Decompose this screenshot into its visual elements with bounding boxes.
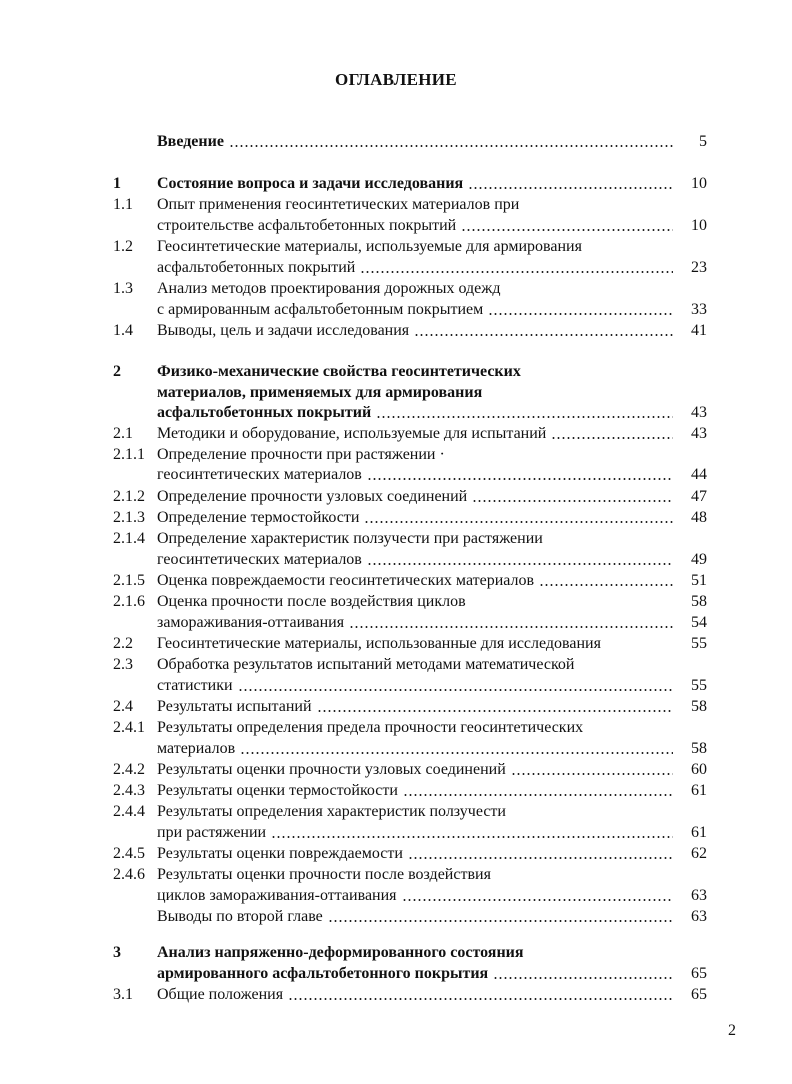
dot-leader bbox=[367, 563, 673, 565]
toc-entry-label: геосинтетических материалов bbox=[157, 551, 362, 568]
toc-entry-number: 2.2 bbox=[113, 635, 133, 652]
dot-leader bbox=[468, 187, 673, 189]
dot-leader bbox=[367, 478, 673, 480]
dot-leader bbox=[493, 977, 673, 979]
toc-entry-label: асфальтобетонных покрытий bbox=[157, 404, 372, 421]
toc-entry-number: 2 bbox=[113, 363, 121, 380]
toc-entry-text bbox=[157, 907, 677, 927]
toc-entry[interactable] bbox=[113, 465, 707, 485]
toc-entry-label: Определение прочности узловых соединений bbox=[157, 488, 468, 505]
toc-entry[interactable] bbox=[113, 132, 707, 152]
page-number: 2 bbox=[728, 1022, 736, 1039]
dot-leader bbox=[288, 998, 673, 1000]
toc-entry-label: геосинтетических материалов bbox=[157, 466, 362, 483]
toc-entry-text bbox=[157, 403, 677, 423]
toc-entry-text bbox=[157, 424, 677, 444]
toc-entry[interactable] bbox=[113, 823, 707, 843]
dot-leader bbox=[539, 584, 673, 586]
dot-leader bbox=[376, 416, 673, 418]
toc-entry-label: Геосинтетические материалы, используемые для армирования bbox=[157, 238, 582, 255]
toc-entry-text bbox=[157, 383, 677, 403]
toc-entry-text bbox=[157, 886, 677, 906]
toc-entry-number: 2.4.2 bbox=[113, 761, 145, 778]
dot-leader bbox=[402, 899, 673, 901]
toc-entry-text bbox=[157, 571, 677, 591]
toc-entry-number: 2.4.5 bbox=[113, 845, 145, 862]
toc-entry-page: 61 bbox=[691, 824, 707, 841]
toc-entry-number: 1.4 bbox=[113, 322, 133, 339]
toc-entry-label: материалов bbox=[157, 740, 236, 757]
toc-entry-text bbox=[157, 739, 677, 759]
toc-entry-number: 2.1.5 bbox=[113, 572, 145, 589]
toc-entry-label: Определение термостойкости bbox=[157, 509, 360, 526]
dot-leader bbox=[488, 313, 673, 315]
toc-entry-label: Выводы, цель и задачи исследования bbox=[157, 322, 410, 339]
dot-leader bbox=[349, 626, 673, 628]
toc-entry-label: Опыт применения геосинтетических материалов при bbox=[157, 196, 520, 213]
toc-entry-text bbox=[157, 465, 677, 485]
toc-entry-label: Геосинтетические материалы, использованные для исследования bbox=[157, 635, 601, 652]
toc-entry-label: Результаты оценки термостойкости bbox=[157, 782, 398, 799]
dot-leader bbox=[240, 752, 673, 754]
toc-entry-text bbox=[157, 216, 677, 236]
toc-entry-number: 2.1.1 bbox=[113, 446, 145, 463]
toc-entry-label: Состояние вопроса и задачи исследования bbox=[157, 175, 464, 192]
toc-entry-label: Результаты оценки прочности узловых соединений bbox=[157, 761, 506, 778]
toc-entry-label: Оценка прочности после воздействия циклов bbox=[157, 593, 466, 610]
toc-entry[interactable] bbox=[113, 634, 707, 654]
toc-entry-text bbox=[157, 964, 677, 984]
toc-entry-text bbox=[157, 258, 677, 278]
toc-entry-page: 62 bbox=[691, 845, 707, 862]
toc-entry[interactable] bbox=[113, 613, 707, 633]
toc-entry-text bbox=[157, 823, 677, 843]
toc-entry-page: 10 bbox=[691, 217, 707, 234]
toc-entry[interactable] bbox=[113, 964, 707, 984]
toc-entry[interactable] bbox=[113, 195, 707, 215]
toc-entry[interactable] bbox=[113, 985, 707, 1005]
toc-entry-page: 10 bbox=[691, 175, 707, 192]
toc-entry[interactable] bbox=[113, 865, 707, 885]
dot-leader bbox=[403, 794, 673, 796]
dot-leader bbox=[408, 857, 673, 859]
toc-entry-page: 51 bbox=[691, 572, 707, 589]
toc-entry-label: с армированным асфальтобетонным покрытием bbox=[157, 301, 484, 318]
toc-entry-text bbox=[157, 802, 677, 822]
toc-entry-number: 1 bbox=[113, 175, 121, 192]
toc-entry-number: 2.4.1 bbox=[113, 719, 145, 736]
toc-entry-text bbox=[157, 760, 677, 780]
toc-entry[interactable] bbox=[113, 487, 707, 507]
toc-title: ОГЛАВЛЕНИЕ bbox=[335, 70, 457, 89]
toc-entry-label: статистики bbox=[157, 677, 233, 694]
toc-entry-page: 43 bbox=[691, 425, 707, 442]
toc-entry-page: 54 bbox=[691, 614, 707, 631]
toc-entry[interactable] bbox=[113, 445, 707, 465]
toc-entry[interactable] bbox=[113, 550, 707, 570]
toc-entry[interactable] bbox=[113, 174, 707, 194]
toc-entry-number: 2.4.6 bbox=[113, 866, 145, 883]
toc-entry[interactable] bbox=[113, 844, 707, 864]
toc-entry-page: 55 bbox=[691, 635, 707, 652]
toc-entry-text bbox=[157, 132, 677, 152]
toc-entry-page: 58 bbox=[691, 740, 707, 757]
dot-leader bbox=[414, 334, 673, 336]
toc-entry[interactable] bbox=[113, 886, 707, 906]
toc-entry[interactable] bbox=[113, 403, 707, 423]
toc-entry[interactable] bbox=[113, 676, 707, 696]
toc-entry-page: 43 bbox=[691, 404, 707, 421]
toc-entry[interactable] bbox=[113, 362, 707, 382]
toc-entry[interactable] bbox=[113, 697, 707, 717]
toc-entry-text bbox=[157, 237, 677, 257]
toc-entry[interactable] bbox=[113, 592, 707, 612]
toc-entry-label: циклов замораживания-оттаивания bbox=[157, 887, 397, 904]
toc-entry-number: 2.1 bbox=[113, 425, 133, 442]
toc-entry-page: 47 bbox=[691, 488, 707, 505]
toc-entry-label: Обработка результатов испытаний методами математической bbox=[157, 656, 575, 673]
toc-entry-text bbox=[157, 362, 677, 382]
toc-entry-text bbox=[157, 445, 677, 465]
toc-entry-label: Результаты определения характеристик ползучести bbox=[157, 803, 506, 820]
toc-entry-page: 48 bbox=[691, 509, 707, 526]
toc-entry-page: 44 bbox=[691, 466, 707, 483]
toc-entry-number: 2.3 bbox=[113, 656, 133, 673]
toc-entry-page: 58 bbox=[691, 593, 707, 610]
toc-entry-text bbox=[157, 592, 677, 612]
toc-entry-page: 61 bbox=[691, 782, 707, 799]
dot-leader bbox=[461, 229, 673, 231]
toc-entry-number: 2.1.3 bbox=[113, 509, 145, 526]
dot-leader bbox=[511, 773, 673, 775]
toc-entry-text bbox=[157, 676, 677, 696]
toc-entry-text bbox=[157, 718, 677, 738]
toc-entry-page: 33 bbox=[691, 301, 707, 318]
toc-entry-page: 65 bbox=[691, 965, 707, 982]
toc-entry-label: Определение прочности при растяжении · bbox=[157, 446, 445, 463]
toc-entry[interactable] bbox=[113, 718, 707, 738]
toc-entry-page: 5 bbox=[699, 133, 707, 150]
toc-entry[interactable] bbox=[113, 655, 707, 675]
toc-entry[interactable] bbox=[113, 739, 707, 759]
toc-entry-text bbox=[157, 550, 677, 570]
toc-entry-text bbox=[157, 195, 677, 215]
toc-entry[interactable] bbox=[113, 907, 707, 927]
toc-entry-label: Физико-механические свойства геосинтетических bbox=[157, 363, 521, 380]
toc-entry-label: Определение характеристик ползучести при растяжении bbox=[157, 530, 543, 547]
toc-entry-label: материалов, применяемых для армирования bbox=[157, 384, 483, 401]
toc-entry-text bbox=[157, 321, 677, 341]
toc-entry-label: замораживания-оттаивания bbox=[157, 614, 345, 631]
toc-entry-label: Результаты испытаний bbox=[157, 698, 312, 715]
toc-entry-label: асфальтобетонных покрытий bbox=[157, 259, 356, 276]
toc-entry-text bbox=[157, 613, 677, 633]
toc-entry[interactable] bbox=[113, 258, 707, 278]
dot-leader bbox=[472, 500, 673, 502]
toc-entry-label: Результаты оценки прочности после воздействия bbox=[157, 866, 491, 883]
dot-leader bbox=[271, 836, 673, 838]
dot-leader bbox=[238, 689, 673, 691]
toc-entry-page: 58 bbox=[691, 698, 707, 715]
toc-entry[interactable] bbox=[113, 279, 707, 299]
toc-entry-number: 2.4.3 bbox=[113, 782, 145, 799]
toc-entry[interactable] bbox=[113, 943, 707, 963]
dot-leader bbox=[317, 710, 673, 712]
toc-entry-text bbox=[157, 487, 677, 507]
toc-entry-number: 2.1.4 bbox=[113, 530, 145, 547]
toc-entry-page: 41 bbox=[691, 322, 707, 339]
toc-entry-number: 1.1 bbox=[113, 196, 133, 213]
toc-entry-text bbox=[157, 174, 677, 194]
toc-entry-label: Анализ напряженно-деформированного состояния bbox=[157, 944, 524, 961]
toc-entry-text bbox=[157, 985, 677, 1005]
toc-entry-page: 63 bbox=[691, 887, 707, 904]
toc-entry-page: 63 bbox=[691, 908, 707, 925]
toc-entry-label: Результаты оценки повреждаемости bbox=[157, 845, 403, 862]
toc-entry-number: 2.1.6 bbox=[113, 593, 145, 610]
toc-entry[interactable] bbox=[113, 529, 707, 549]
toc-entry[interactable] bbox=[113, 216, 707, 236]
toc-entry-page: 49 bbox=[691, 551, 707, 568]
toc-entry-text bbox=[157, 529, 677, 549]
toc-entry-text bbox=[157, 865, 677, 885]
toc-entry-number: 3.1 bbox=[113, 986, 133, 1003]
toc-entry-label: Оценка повреждаемости геосинтетических материалов bbox=[157, 572, 535, 589]
toc-entry[interactable] bbox=[113, 383, 707, 403]
toc-entry-text bbox=[157, 697, 677, 717]
toc-entry[interactable] bbox=[113, 237, 707, 257]
toc-entry-text bbox=[157, 279, 677, 299]
toc-entry-page: 23 bbox=[691, 259, 707, 276]
dot-leader bbox=[364, 521, 673, 523]
toc-entry-number: 1.2 bbox=[113, 238, 133, 255]
toc-entry[interactable] bbox=[113, 571, 707, 591]
toc-entry-page: 60 bbox=[691, 761, 707, 778]
toc-entry-text bbox=[157, 655, 677, 675]
toc-entry-page: 55 bbox=[691, 677, 707, 694]
toc-entry-number: 1.3 bbox=[113, 280, 133, 297]
toc-entry-text bbox=[157, 300, 677, 320]
toc-entry-label: Анализ методов проектирования дорожных одежд bbox=[157, 280, 501, 297]
toc-entry-label: Результаты определения предела прочности геосинтетических bbox=[157, 719, 584, 736]
toc-entry-label: строительстве асфальтобетонных покрытий bbox=[157, 217, 457, 234]
toc-entry[interactable] bbox=[113, 321, 707, 341]
toc-entry-text bbox=[157, 943, 677, 963]
toc-entry-label: Общие положения bbox=[157, 986, 284, 1003]
toc-entry-number: 3 bbox=[113, 944, 121, 961]
toc-entry-number: 2.4 bbox=[113, 698, 133, 715]
toc-entry[interactable] bbox=[113, 802, 707, 822]
dot-leader bbox=[360, 271, 673, 273]
toc-entry-text bbox=[157, 781, 677, 801]
dot-leader bbox=[551, 437, 673, 439]
toc-entry-label: Методики и оборудование, используемые для испытаний bbox=[157, 425, 547, 442]
toc-entry-label: Введение bbox=[157, 133, 224, 150]
toc-entry-text bbox=[157, 634, 677, 654]
dot-leader bbox=[229, 145, 673, 147]
toc-entry[interactable] bbox=[113, 508, 707, 528]
toc-entry-text bbox=[157, 844, 677, 864]
toc-entry-label: при растяжении bbox=[157, 824, 267, 841]
toc-entry-number: 2.1.2 bbox=[113, 488, 145, 505]
toc-entry-page: 65 bbox=[691, 986, 707, 1003]
toc-entry-label: Выводы по второй главе bbox=[157, 908, 323, 925]
toc-entry[interactable] bbox=[113, 760, 707, 780]
toc-entry-number: 2.4.4 bbox=[113, 803, 145, 820]
toc-entry[interactable] bbox=[113, 300, 707, 320]
toc-entry[interactable] bbox=[113, 424, 707, 444]
toc-entry[interactable] bbox=[113, 781, 707, 801]
toc-entry-text bbox=[157, 508, 677, 528]
dot-leader bbox=[328, 920, 673, 922]
toc-entry-label: армированного асфальтобетонного покрытия bbox=[157, 965, 489, 982]
